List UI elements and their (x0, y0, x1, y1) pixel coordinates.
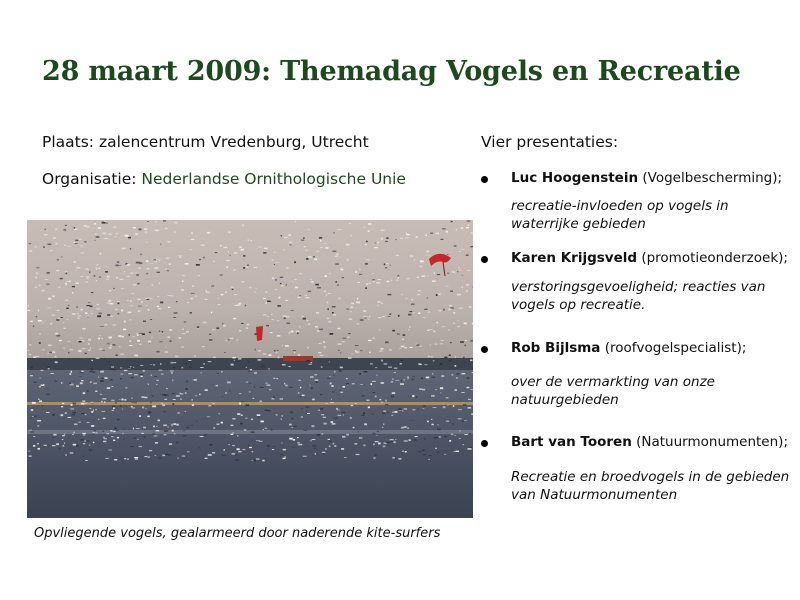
presenter-affiliation: (Vogelbescherming); (642, 170, 783, 186)
presentation-topic: verstoringsgevoeligheid; reacties van vogels op recreatie. (511, 279, 766, 313)
presenter-name: Luc Hoogenstein (511, 170, 639, 186)
presenter-affiliation: (Natuurmonumenten); (636, 434, 788, 450)
venue-label: Plaats: (42, 133, 95, 151)
photo-caption: Opvliegende vogels, gealarmeerd door naderende kite-surfers (34, 526, 441, 541)
presentation-topic: recreatie-invloeden op vogels in waterrijke gebieden (511, 198, 729, 232)
organisation-value: Nederlandse Ornithologische Unie (141, 170, 406, 188)
bullet-icon (481, 346, 488, 353)
presenter-line (511, 434, 788, 450)
presenter-affiliation: (roofvogelspecialist); (604, 340, 747, 356)
presentation-topic: over de vermarkting van onze natuurgebieden (511, 374, 715, 408)
organisation-label: Organisatie: (42, 170, 137, 188)
presenter-line (511, 340, 746, 356)
sand-line (27, 402, 473, 405)
bird-photo (27, 220, 473, 518)
presenter-name: Rob Bijlsma (511, 340, 601, 356)
presentations-header: Vier presentaties: (481, 133, 619, 151)
presenter-name: Karen Krijgsveld (511, 250, 638, 266)
presenter-line (511, 250, 788, 266)
sky-area (27, 220, 473, 365)
presentation-topic: Recreatie en broedvogels in de gebieden van Natuurmonumenten (511, 469, 790, 503)
bullet-icon (481, 440, 488, 447)
venue-value: zalencentrum Vredenburg, Utrecht (98, 133, 369, 151)
presenter-affiliation: (promotieonderzoek); (641, 250, 788, 266)
bullet-icon (481, 176, 488, 183)
bullet-icon (481, 256, 488, 263)
kite-small (256, 326, 263, 341)
presenter-name: Bart van Tooren (511, 434, 632, 450)
venue-line (42, 133, 369, 151)
page-title: 28 maart 2009: Themadag Vogels en Recreatie (42, 56, 741, 87)
presenter-line (511, 170, 782, 186)
organisation-line (42, 170, 406, 188)
